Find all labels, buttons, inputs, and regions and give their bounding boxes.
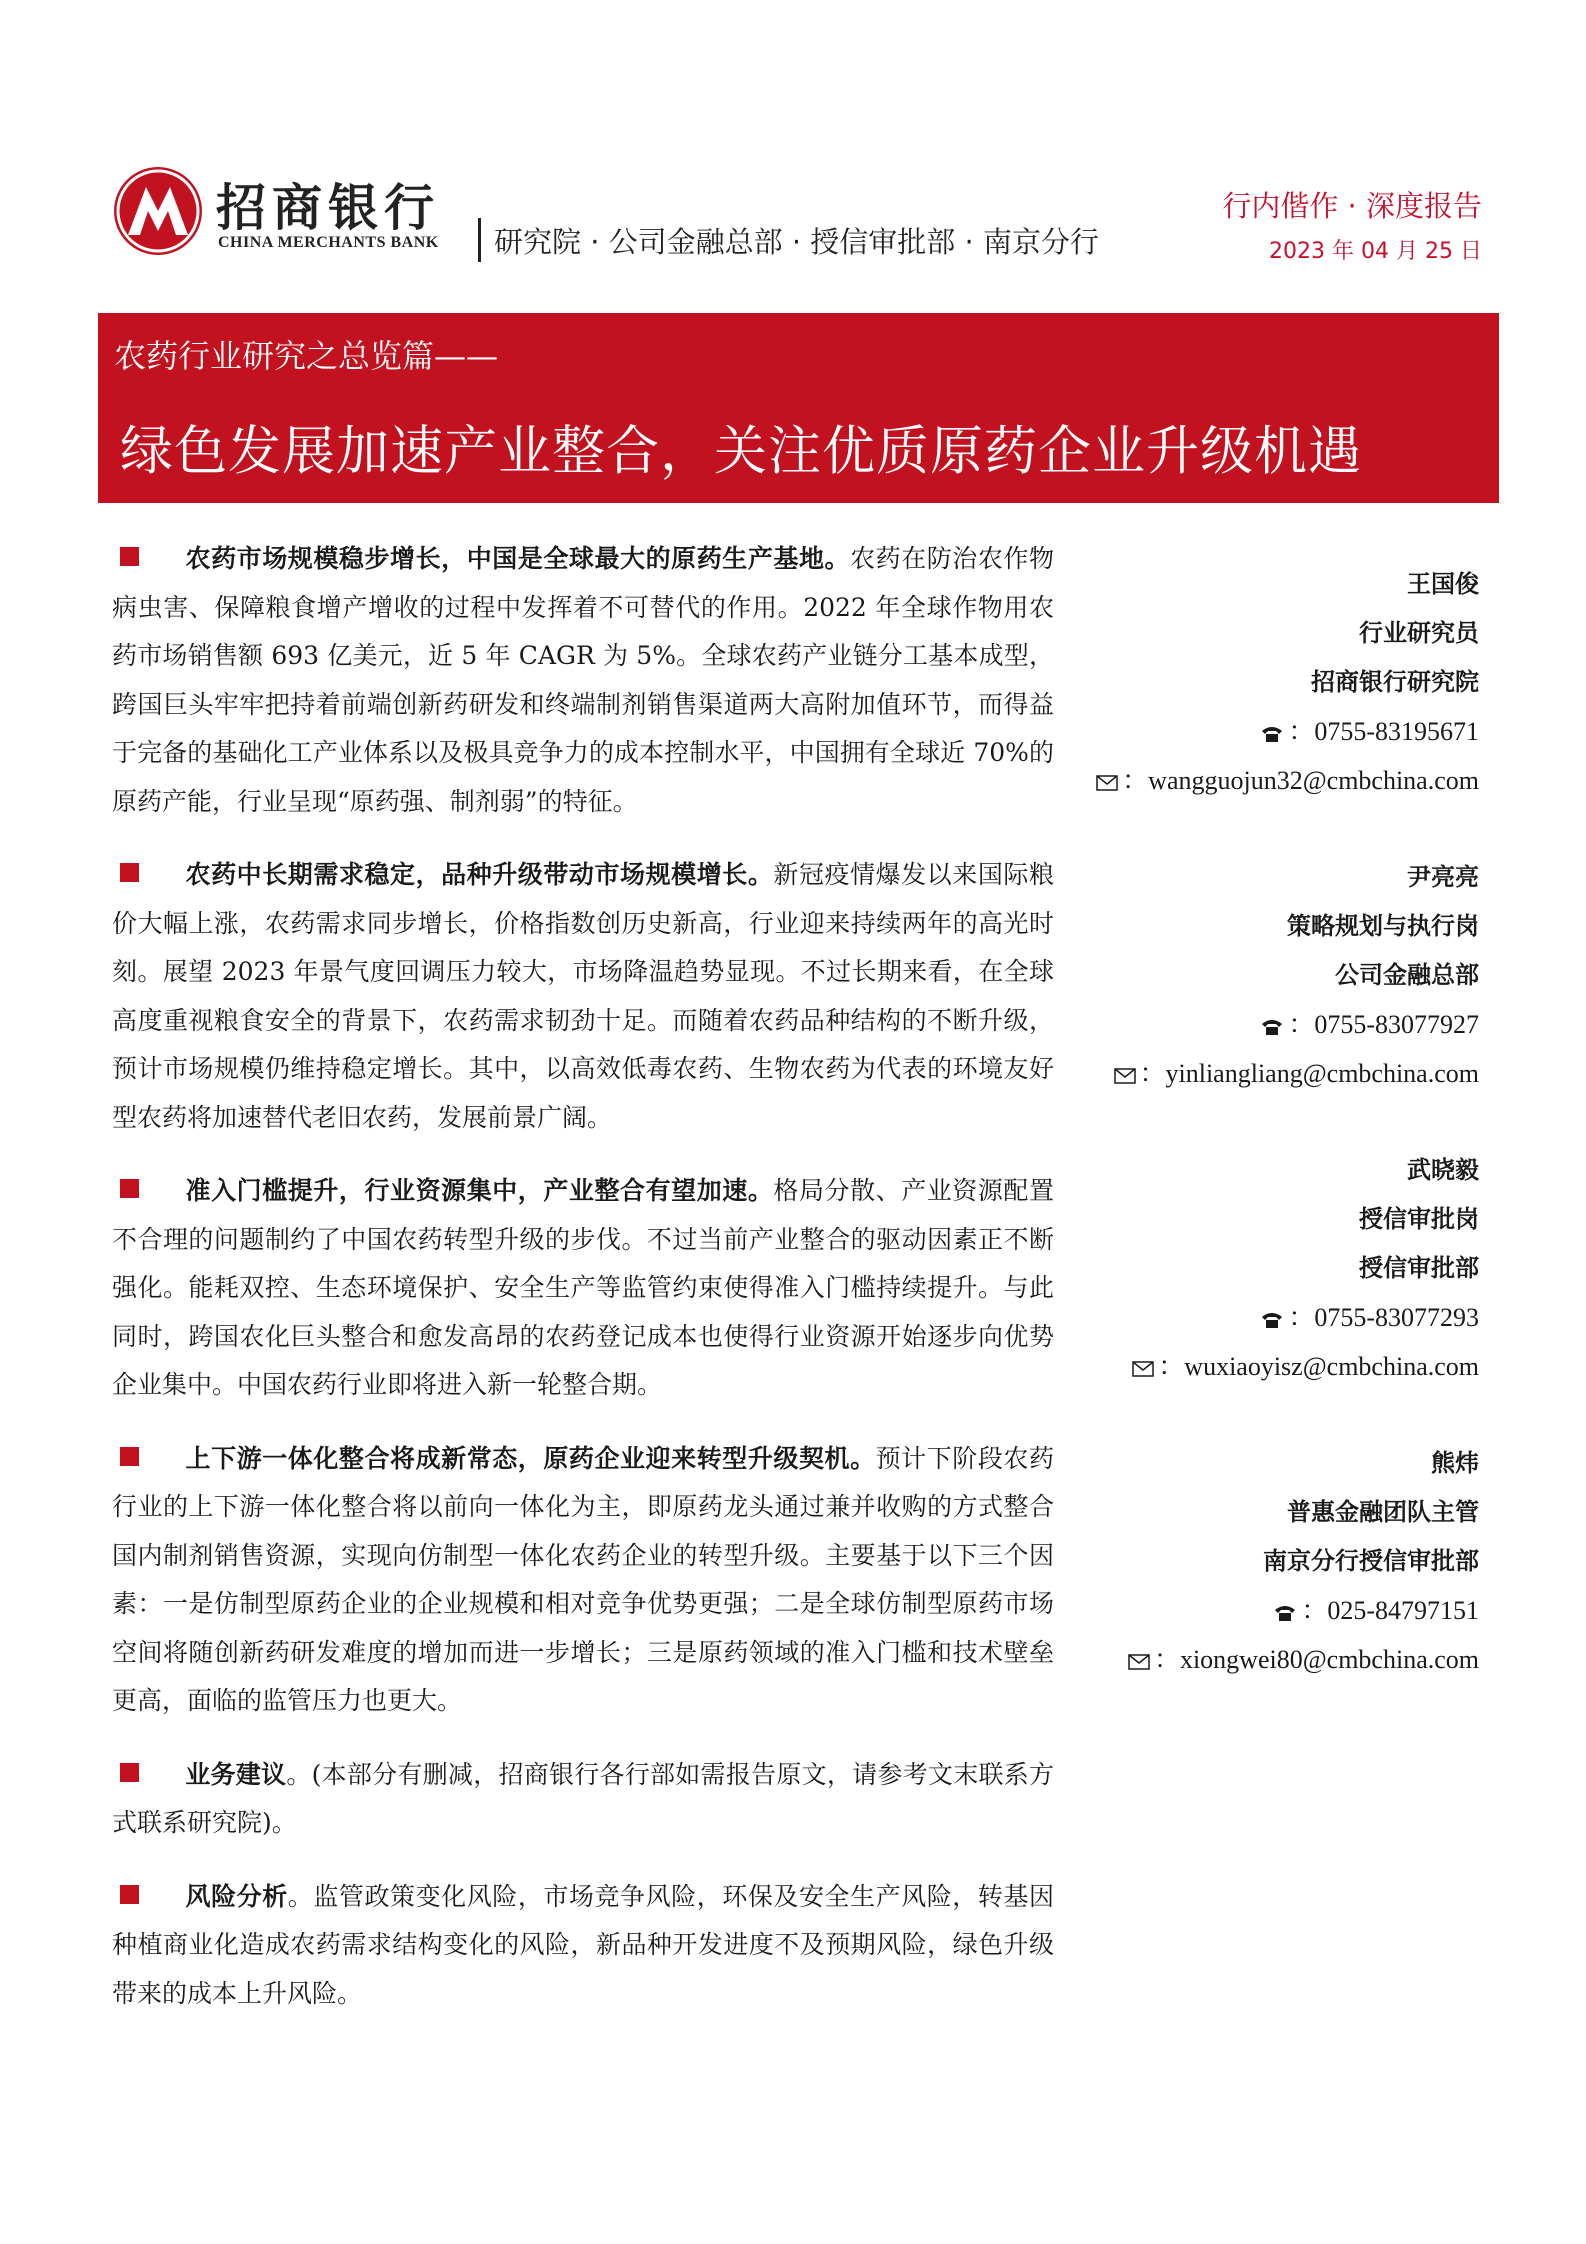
phone-number: 0755-83077293: [1314, 1303, 1479, 1332]
paragraph-lead: 业务建议: [185, 1759, 287, 1789]
paragraph-lead: 风险分析: [185, 1881, 288, 1911]
author-org: 南京分行授信审批部: [1263, 1547, 1479, 1575]
paragraph-lead: 准入门槛提升，行业资源集中，产业整合有望加速。: [185, 1176, 774, 1205]
phone-number: 0755-83077927: [1314, 1010, 1479, 1039]
doc-type: 行内偕作 · 深度报告: [1222, 189, 1482, 223]
phone-number: 025-84797151: [1327, 1596, 1479, 1625]
author-card: [1039, 1146, 1479, 1391]
author-name: 尹亮亮: [1407, 863, 1479, 891]
header-divider: [478, 218, 481, 262]
summary-paragraph: [112, 1435, 1054, 1726]
brand-name-en: CHINA MERCHANTS BANK: [218, 234, 439, 251]
author-email: [1039, 1049, 1479, 1098]
phone-sep: ：: [1288, 717, 1315, 746]
report-subtitle: 农药行业研究之总览篇——: [114, 337, 499, 375]
mail-icon: [1128, 1654, 1150, 1670]
mail-icon: [1096, 775, 1118, 791]
paragraph-text: 。监管政策变化风险，市场竞争风险，环保及安全生产风险，转基因种植商业化造成农药需求结构变化的风险，新品种开发进度不及预期风险，绿色升级带来的成本上升风险。: [112, 1881, 1054, 2008]
paragraph-lead: 农药中长期需求稳定，品种升级带动市场规模增长。: [185, 860, 774, 889]
phone-icon: [1260, 725, 1284, 743]
phone-icon: [1273, 1604, 1297, 1622]
report-title: 绿色发展加速产业整合，关注优质原药企业升级机遇: [120, 421, 1362, 482]
summary-paragraph: [112, 851, 1054, 1142]
title-banner: [98, 313, 1499, 503]
mail-icon: [1132, 1361, 1154, 1377]
author-name: 武晓毅: [1407, 1156, 1479, 1184]
bullet-icon: [120, 1447, 139, 1466]
author-role: 普惠金融团队主管: [1287, 1498, 1479, 1526]
email-sep: ：: [1158, 1352, 1185, 1381]
bullet-icon: [120, 1179, 139, 1198]
paragraph-text: 预计下阶段农药行业的上下游一体化整合将以前向一体化为主，即原药龙头通过兼并收购的方式整合国内制剂销售资源，实现向仿制型一体化农药企业的转型升级。主要基于以下三个因素：一是仿制型原药企业的企业规模和相对竞争优势更强；二是全球仿制型原药市场空间将随创新药研发难度的增加而进一步增长；三是原药领域的准入门槛和技术壁垒更高，面临的监管压力也更大。: [112, 1443, 1054, 1715]
author-role: 行业研究员: [1359, 619, 1479, 647]
author-email: [1039, 756, 1479, 805]
email-address[interactable]: yinliangliang@cmbchina.com: [1165, 1059, 1479, 1088]
phone-number: 0755-83195671: [1314, 717, 1479, 746]
email-address[interactable]: xiongwei80@cmbchina.com: [1179, 1645, 1479, 1674]
summary-paragraph: [112, 1751, 1054, 1848]
author-email: [1039, 1342, 1479, 1391]
summary-body: [112, 535, 1054, 2043]
author-phone: [1039, 1293, 1479, 1342]
bullet-icon: [120, 1763, 139, 1782]
bullet-icon: [120, 863, 139, 882]
email-sep: ：: [1139, 1059, 1166, 1088]
author-card: [1039, 560, 1479, 805]
email-address[interactable]: wuxiaoyisz@cmbchina.com: [1184, 1352, 1479, 1381]
bullet-icon: [120, 1885, 139, 1904]
author-name: 熊炜: [1431, 1449, 1479, 1477]
phone-icon: [1260, 1018, 1284, 1036]
paragraph-lead: 上下游一体化整合将成新常态，原药企业迎来转型升级契机。: [185, 1443, 876, 1473]
phone-sep: ：: [1301, 1596, 1328, 1625]
paragraph-text: 。(本部分有删减，招商银行各行部如需报告原文，请参考文末联系方式联系研究院)。: [112, 1759, 1054, 1837]
author-role: 策略规划与执行岗: [1287, 912, 1479, 940]
phone-sep: ：: [1288, 1010, 1315, 1039]
author-role: 授信审批岗: [1359, 1205, 1479, 1233]
paragraph-text: 格局分散、产业资源配置不合理的问题制约了中国农药转型升级的步伐。不过当前产业整合的驱动因素正不断强化。能耗双控、生态环境保护、安全生产等监管约束使得准入门槛持续提升。与此同时，跨国农化巨头整合和愈发高昂的农药登记成本也使得行业资源开始逐步向优势企业集中。中国农药行业即将进入新一轮整合期。: [112, 1176, 1054, 1399]
cmb-logo-icon: [112, 165, 204, 257]
summary-paragraph: [112, 1167, 1054, 1410]
summary-paragraph: [112, 1873, 1054, 2019]
email-sep: ：: [1122, 766, 1149, 795]
phone-icon: [1260, 1311, 1284, 1329]
summary-paragraph: [112, 535, 1054, 826]
author-card: [1039, 853, 1479, 1098]
author-org: 公司金融总部: [1335, 961, 1479, 989]
phone-sep: ：: [1288, 1303, 1315, 1332]
email-address[interactable]: wangguojun32@cmbchina.com: [1148, 766, 1479, 795]
author-org: 招商银行研究院: [1311, 668, 1479, 696]
author-phone: [1039, 1586, 1479, 1635]
doc-date: 2023 年 04 月 25 日: [1269, 239, 1482, 264]
author-phone: [1039, 707, 1479, 756]
author-email: [1039, 1635, 1479, 1684]
author-sidebar: [1039, 560, 1479, 1732]
paragraph-text: 新冠疫情爆发以来国际粮价大幅上涨，农药需求同步增长，价格指数创历史新高，行业迎来持续两年的高光时刻。展望 2023 年景气度回调压力较大，市场降温趋势显现。不过长期来看，在全球高度重视粮食安全的背景下，农药需求韧劲十足。而随着农药品种结构的不断升级，预计市场规模仍维持稳定增长。其中，以高效低毒农药、生物农药为代表的环境友好型农药将加速替代老旧农药，发展前景广阔。: [112, 860, 1054, 1132]
paragraph-text: 农药在防治农作物病虫害、保障粮食增产增收的过程中发挥着不可替代的作用。2022 年全球作物用农药市场销售额 693 亿美元，近 5 年 CAGR 为 5%。全球农药产业链分工基本成型，跨国巨头牢牢把持着前端创新药研发和终端制剂销售渠道两大高附加值环节，而得益于完备的基础化工产业体系以及极具竞争力的成本控制水平，中国拥有全球近 70%的原药产能，行业呈现“原药强、制剂弱”的特征。: [112, 544, 1054, 816]
brand-name-cn: 招商银行: [216, 179, 440, 237]
paragraph-lead: 农药市场规模稳步增长，中国是全球最大的原药生产基地。: [185, 544, 851, 573]
author-org: 授信审批部: [1359, 1254, 1479, 1282]
page-header: [0, 0, 1586, 300]
mail-icon: [1114, 1068, 1136, 1084]
author-phone: [1039, 1000, 1479, 1049]
author-card: [1039, 1439, 1479, 1684]
bullet-icon: [120, 547, 139, 566]
departments: 研究院 · 公司金融总部 · 授信审批部 · 南京分行: [494, 225, 1099, 259]
email-sep: ：: [1153, 1645, 1180, 1674]
author-name: 王国俊: [1407, 570, 1479, 598]
